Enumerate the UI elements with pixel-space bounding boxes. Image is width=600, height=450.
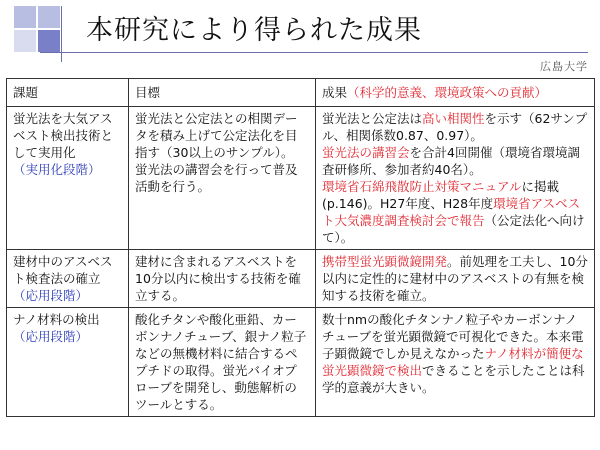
topic-text: 建材中のアスベスト検査法の確立 [13,254,113,286]
result-text: 蛍光法と公定法は [322,111,423,126]
result-text: できることを示したことは科学的意義が大きい。 [322,363,585,395]
header-goal: 目標 [129,79,316,107]
goal-text: 蛍光法の講習会を行って普及活動を行う。 [135,162,298,194]
result-highlight: 環境省石綿飛散防止対策マニュアル [322,179,522,194]
result-text: （公定法化へ向けて）。 [322,213,585,245]
header-result-highlight: （科学的意義、環境政策への貢献） [347,85,548,100]
stage-label: （応用段階） [13,288,89,303]
table-row [7,107,595,250]
result-highlight: ナノ材料が簡便な蛍光顕微鏡で検出 [322,346,584,378]
decor-square [38,6,60,28]
topic-cell [7,107,129,250]
result-cell [316,308,595,417]
stage-label: （応用段階） [13,329,89,344]
result-highlight: 環境省アスベスト大気濃度調査検討会で報告 [322,196,581,228]
result-text: 。前処理を工夫し、10分以内に定性的に建材中のアスベストの有無を検知する技術を確立。 [322,254,588,303]
result-highlight: 携帯型蛍光顕微鏡開発 [322,254,448,269]
result-text: を合計4回開催（環境省環境調査研修所、参加者約40名）。 [322,145,580,177]
stage-label: （実用化段階） [13,162,101,177]
goal-text: 蛍光法と公定法との相関データを積み上げて公定法化を目指す（30以上のサンプル）。 [135,111,298,160]
header-topic: 課題 [7,79,129,107]
goal-text: 建材に含まれるアスベストを10分以内に検出する技術を確立する。 [135,254,301,303]
result-text: に掲載(p.146)。H27年度、H28年度 [322,179,560,211]
decor-square [14,6,36,28]
goal-text: 酸化チタンや酸化亜鉛、カーボンナノチューブ、銀ナノ粒子などの無機材料に結合するペプチドの取得。蛍光バイオプローブを開発し、動態解析のツールとする。 [135,312,307,412]
topic-cell [7,250,129,308]
result-highlight: 高い相関性 [422,111,485,126]
topic-text: ナノ材料の検出 [13,312,100,327]
results-table [6,78,595,417]
topic-cell [7,308,129,417]
title-underline [40,52,588,53]
result-text: を示す（62サンプル、相関係数0.87、0.97）。 [322,111,588,143]
decor-square [14,30,36,52]
result-highlight: 蛍光法の講習会 [322,145,410,160]
table-row [7,250,595,308]
result-text: 数十nmの酸化チタンナノ粒子やカーボンナノチューブを蛍光顕微鏡で可視化できた。本来電子顕微鏡でしか見えなかった [322,312,584,361]
organization-label: 広島大学 [540,60,588,73]
topic-text: 蛍光法を大気アスベスト検出技術として実用化 [13,111,114,160]
table-header-row [7,79,595,107]
goal-cell [129,250,316,308]
goal-cell [129,308,316,417]
result-cell [316,107,595,250]
decor-vertical-rule [61,6,62,62]
header-result-label: 成果 [322,85,348,100]
decor-square [38,30,60,52]
header-result [316,79,595,107]
table-row [7,308,595,417]
slide-title: 本研究により得られた成果 [86,15,422,46]
result-cell [316,250,595,308]
goal-cell [129,107,316,250]
